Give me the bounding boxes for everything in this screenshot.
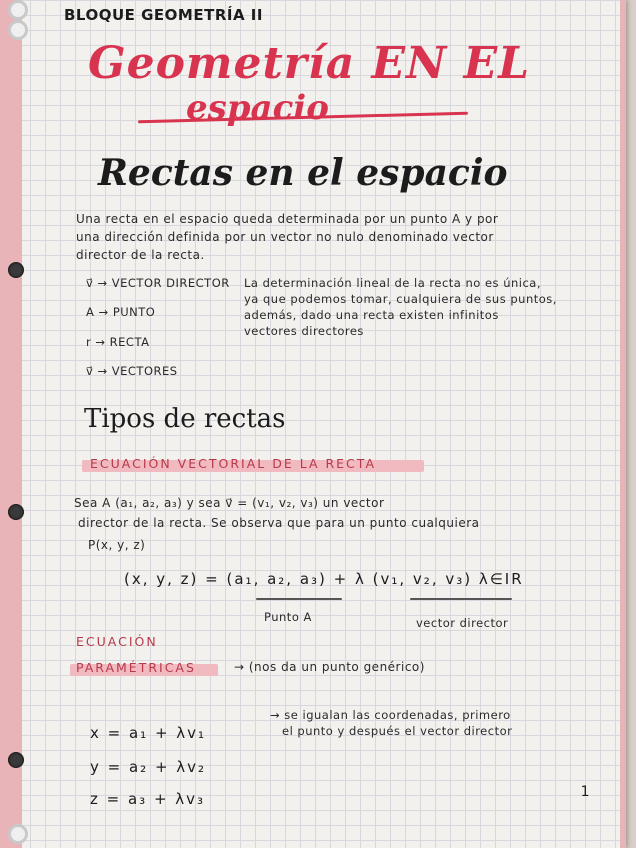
parametric-equation: y = a₂ + λv₂ — [90, 758, 207, 776]
brace-vector — [410, 598, 512, 600]
legend-item: v⃗ → VECTOR DIRECTOR — [86, 276, 230, 290]
parametricas-title-line2: PARAMÉTRICAS — [76, 660, 196, 675]
binder-ring — [8, 824, 28, 844]
page-number: 1 — [580, 784, 590, 800]
legend-item: v⃗ → VECTORES — [86, 364, 178, 378]
binder-ring — [8, 20, 28, 40]
subject-header: BLOQUE GEOMETRÍA II — [64, 6, 263, 24]
note-line: La determinación lineal de la recta no es única, — [244, 276, 541, 290]
vectorial-text: P(x, y, z) — [88, 538, 146, 552]
section-heading-tipos: Tipos de rectas — [84, 404, 286, 434]
note-line: ya que podemos tomar, cualquiera de sus puntos, — [244, 292, 557, 306]
parametric-equation: x = a₁ + λv₁ — [90, 724, 207, 742]
legend-item: A → PUNTO — [86, 305, 156, 319]
note-line: vectores directores — [244, 324, 364, 338]
label-punto: Punto A — [264, 610, 312, 624]
punch-hole — [8, 752, 24, 768]
parametricas-title-line1: ECUACIÓN — [76, 634, 158, 649]
left-margin-band — [0, 0, 22, 848]
intro-line: una dirección definida por un vector no nulo denominado vector — [76, 230, 494, 244]
right-margin-band — [620, 0, 626, 848]
parametricas-arrow-note: → (nos da un punto genérico) — [234, 660, 425, 674]
side-note: el punto y después el vector director — [282, 724, 513, 738]
page-subtitle: espacio — [186, 88, 329, 128]
page-title: Geometría EN EL — [88, 38, 531, 89]
side-note: → se igualan las coordenadas, primero — [270, 708, 511, 722]
punch-hole — [8, 504, 24, 520]
binder-ring — [8, 0, 28, 20]
punch-hole — [8, 262, 24, 278]
section-heading-rectas: Rectas en el espacio — [98, 152, 508, 194]
intro-line: director de la recta. — [76, 248, 205, 262]
label-vector: vector director — [416, 616, 509, 630]
parametric-equation: z = a₃ + λv₃ — [90, 790, 206, 808]
vectorial-title: ECUACIÓN VECTORIAL DE LA RECTA — [90, 456, 376, 471]
vectorial-text: Sea A (a₁, a₂, a₃) y sea v⃗ = (v₁, v₂, v₃) un vector — [74, 496, 385, 510]
legend-item: r → RECTA — [86, 335, 150, 349]
vectorial-text: director de la recta. Se observa que para un punto cualquiera — [78, 516, 480, 530]
note-line: además, dado una recta existen infinitos — [244, 308, 499, 322]
brace-punto — [256, 598, 342, 600]
vector-equation: (x, y, z) = (a₁, a₂, a₃) + λ (v₁, v₂, v₃) λ∈IR — [124, 570, 524, 588]
intro-line: Una recta en el espacio queda determinada por un punto A y por — [76, 212, 499, 226]
